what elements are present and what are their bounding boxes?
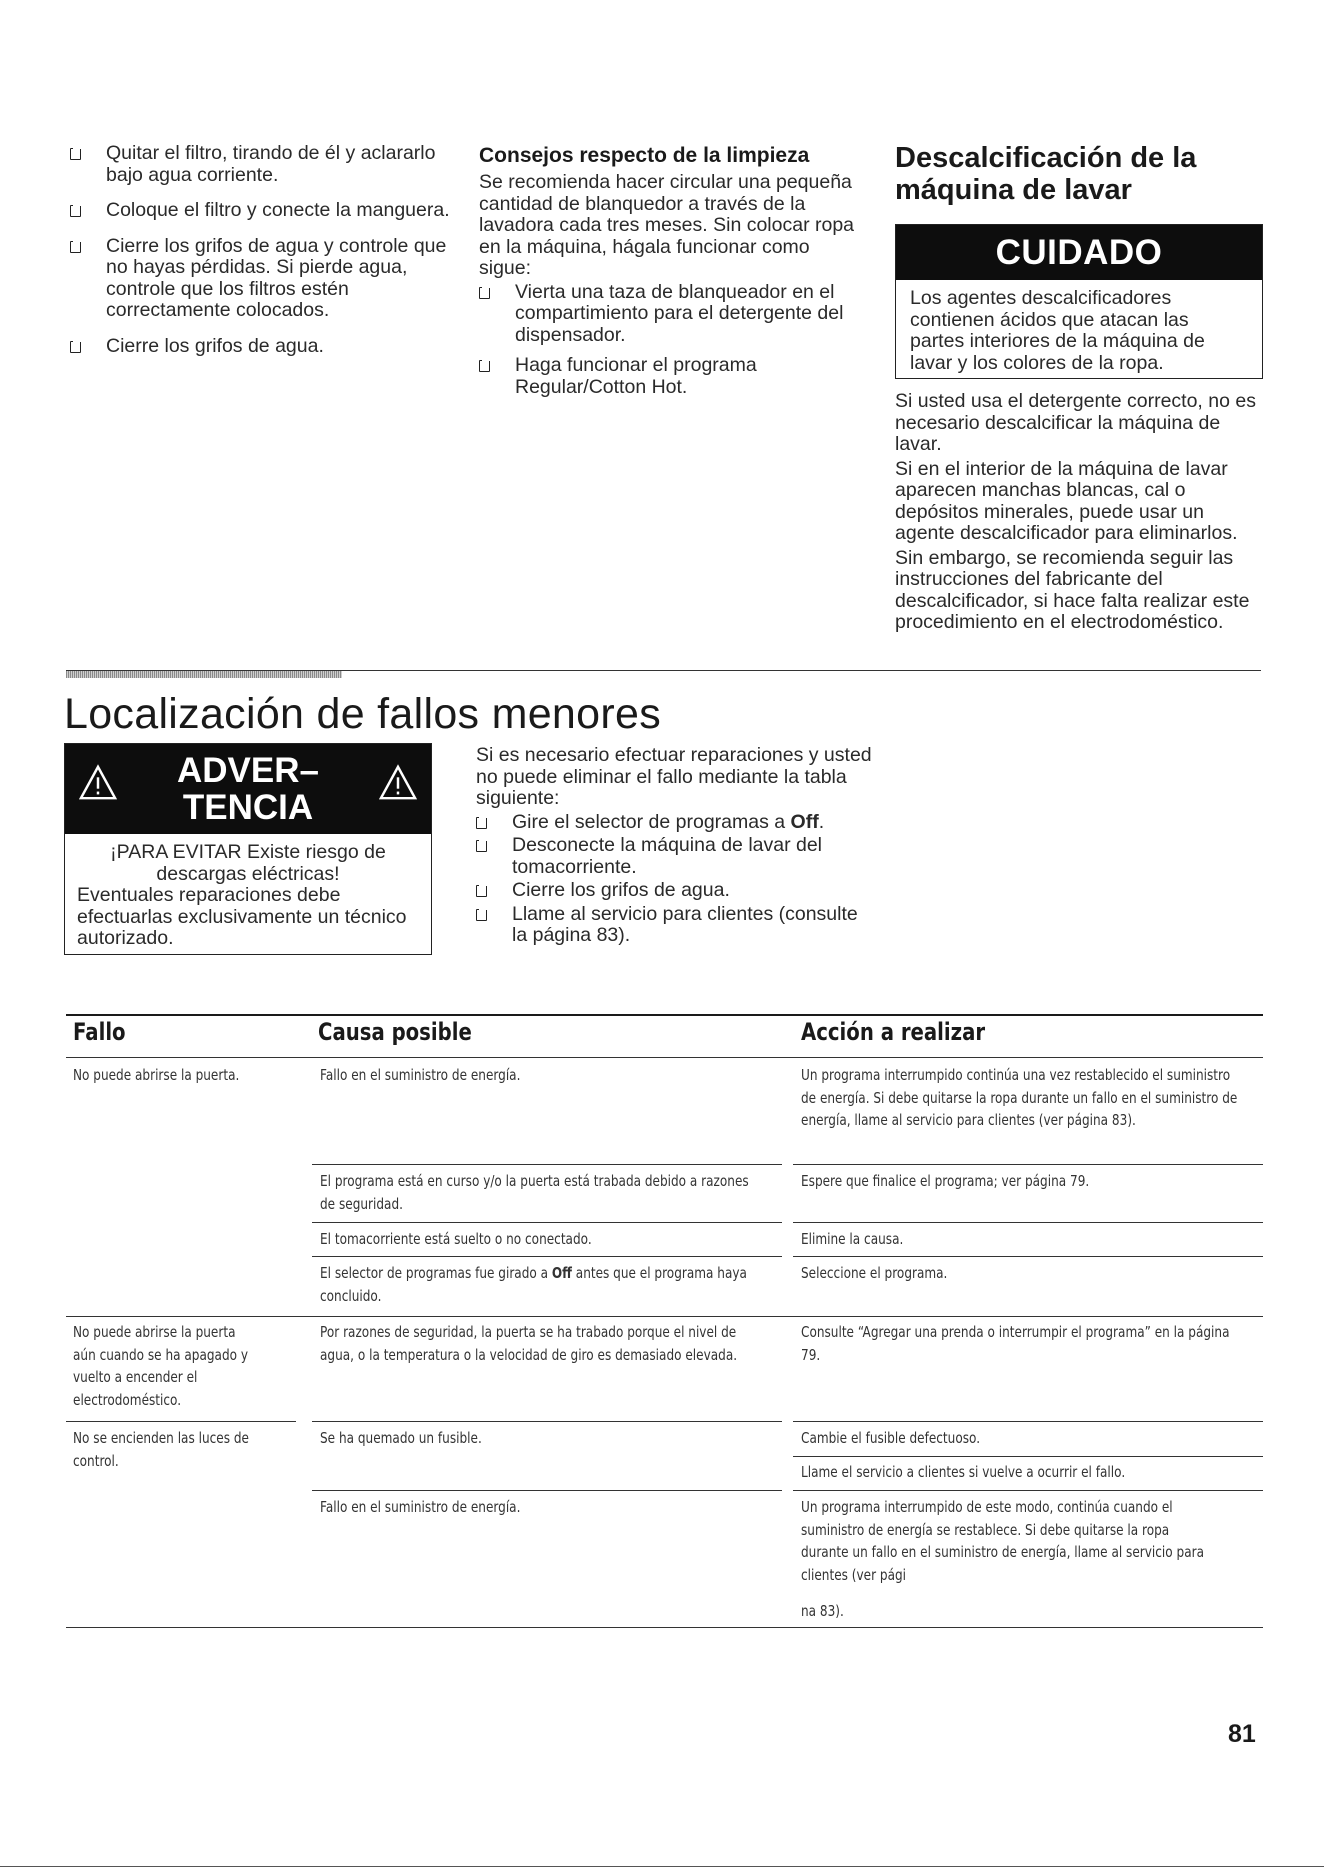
checkbox-icon <box>476 840 487 852</box>
cleaning-tips <box>479 144 864 407</box>
table-cell-cause: Fallo en el suministro de energía. <box>320 1498 521 1516</box>
troubleshooting-steps <box>476 745 876 947</box>
descaling-section <box>895 142 1265 637</box>
warning-triangle-icon <box>379 764 417 802</box>
table-cell-fault: No puede abrirse la puerta. <box>73 1066 240 1084</box>
warning-headline: ¡PARA EVITAR Existe riesgo de descargas eléctricas! <box>110 841 386 885</box>
warning-label-line2: TENCIA <box>182 788 314 827</box>
checkbox-icon <box>476 817 487 829</box>
column-header-action: Acción a realizar <box>801 1018 986 1046</box>
list-item-text: Coloque el filtro y conecte la manguera. <box>106 199 450 221</box>
warning-text: Eventuales reparaciones debe efectuarlas exclusivamente un técnico autorizado. <box>77 884 407 949</box>
table-cell-fault: No se encienden las luces de control. <box>73 1429 249 1470</box>
checkbox-icon <box>476 885 487 897</box>
table-cell-action: Elimine la causa. <box>801 1230 904 1248</box>
list-item <box>479 282 864 347</box>
cleaning-intro: Se recomienda hacer circular una pequeña cantidad de blanquedor a través de la lavadora cada tres meses. Sin colocar ropa en la máquina, hágala funcionar como sigue: <box>479 171 855 279</box>
list-item <box>70 336 450 358</box>
table-cell-cause: El tomacorriente está suelto o no conectado. <box>320 1230 592 1248</box>
list-item-text: Quitar el filtro, tirando de él y aclararlo bajo agua corriente. <box>106 142 436 186</box>
checkbox-icon <box>70 241 81 253</box>
list-item-text: Haga funcionar el programa Regular/Cotton Hot. <box>515 354 757 398</box>
list-item-text: Vierta una taza de blanqueador en el compartimiento para el detergente del dispensador. <box>515 280 844 346</box>
table-cell-cause: El selector de programas fue girado a Off antes que el programa haya concluido. <box>320 1264 747 1305</box>
table-cell-fault: No puede abrirse la puerta aún cuando se ha apagado y vuelto a encender el electrodoméstico. <box>73 1323 249 1409</box>
descaling-paragraph: Si usted usa el detergente correcto, no es necesario descalcificar la máquina de lavar. <box>895 390 1256 455</box>
troubleshooting-intro: Si es necesario efectuar reparaciones y usted no puede eliminar el fallo mediante la tabla siguiente: <box>476 744 872 809</box>
list-item-text: Cierre los grifos de agua y controle que no hayas pérdidas. Si pierde agua, controle que los filtros estén correctamente colocados. <box>106 234 447 321</box>
warning-label-line1: ADVER– <box>177 751 319 790</box>
descaling-title: Descalcificación de la máquina de lavar <box>895 142 1197 206</box>
column-header-cause: Causa posible <box>318 1018 472 1046</box>
checkbox-icon <box>70 148 81 160</box>
caution-text: Los agentes descalcificadores contienen ácidos que atacan las partes interiores de la máquina de lavar y los colores de la ropa. <box>910 287 1205 374</box>
table-cell-action: Un programa interrumpido de este modo, continúa cuando el suministro de energía se restablece. Si debe quitarse la ropa durante un fallo en el suministro de energía, llame al servicio para clientes (ver pági <box>801 1498 1204 1584</box>
table-cell-action: Cambie el fusible defectuoso. <box>801 1429 981 1447</box>
list-item <box>70 200 450 222</box>
list-item: Desconecte la máquina de lavar del tomacorriente. <box>476 835 876 878</box>
list-item-text: Cierre los grifos de agua. <box>106 334 324 357</box>
checkbox-icon <box>70 205 81 217</box>
table-cell-cause: Por razones de seguridad, la puerta se ha trabado porque el nivel de agua, o la temperatura o la velocidad de giro es demasiado elevada. <box>320 1323 738 1364</box>
table-cell-action: Llame el servicio a clientes si vuelve a ocurrir el fallo. <box>801 1463 1126 1481</box>
table-cell-action: Un programa interrumpido continúa una vez restablecido el suministro de energía. Si debe quitarse la ropa durante un fallo en el suministro de energía, llame al servicio para clientes (ver página 83). <box>801 1066 1238 1129</box>
checkbox-icon <box>70 341 81 353</box>
section-marker-bar <box>66 671 342 678</box>
checkbox-icon <box>479 287 490 299</box>
list-item <box>70 236 450 322</box>
warning-box <box>64 743 432 955</box>
checkbox-icon <box>476 909 487 921</box>
checkbox-icon <box>479 360 490 372</box>
table-cell-action: Consulte “Agregar una prenda o interrumpir el programa” en la página 79. <box>801 1323 1230 1364</box>
caution-label: CUIDADO <box>896 225 1262 280</box>
table-cell-action: Seleccione el programa. <box>801 1264 948 1282</box>
list-item: Gire el selector de programas a Off. <box>476 812 876 834</box>
troubleshooting-title: Localización de fallos menores <box>64 690 661 738</box>
table-cell-cause: Fallo en el suministro de energía. <box>320 1066 521 1084</box>
caution-box <box>895 224 1263 379</box>
filter-steps <box>70 143 450 371</box>
cleaning-title: Consejos respecto de la limpieza <box>479 144 810 167</box>
bottom-edge-line <box>0 1866 1324 1867</box>
table-cell-cause: El programa está en curso y/o la puerta está trabada debido a razones de seguridad. <box>320 1172 749 1213</box>
descaling-paragraph: Si en el interior de la máquina de lavar aparecen manchas blancas, cal o depósitos minerales, puede usar un agente descalcificador para eliminarlos. <box>895 457 1238 544</box>
table-cell-action-tail: na 83). <box>801 1602 844 1620</box>
table-cell-action: Espere que finalice el programa; ver página 79. <box>801 1172 1090 1190</box>
column-header-fault: Fallo <box>73 1018 126 1046</box>
table-cell-cause: Se ha quemado un fusible. <box>320 1429 482 1447</box>
list-item: Llame al servicio para clientes (consulte la página 83). <box>476 904 876 947</box>
list-item: Cierre los grifos de agua. <box>476 880 876 902</box>
list-item <box>70 143 450 186</box>
page-number: 81 <box>1228 1720 1256 1748</box>
list-item <box>479 355 864 398</box>
descaling-paragraph: Sin embargo, se recomienda seguir las instrucciones del fabricante del descalcificador, si hace falta realizar este procedimiento en el electrodoméstico. <box>895 546 1250 633</box>
